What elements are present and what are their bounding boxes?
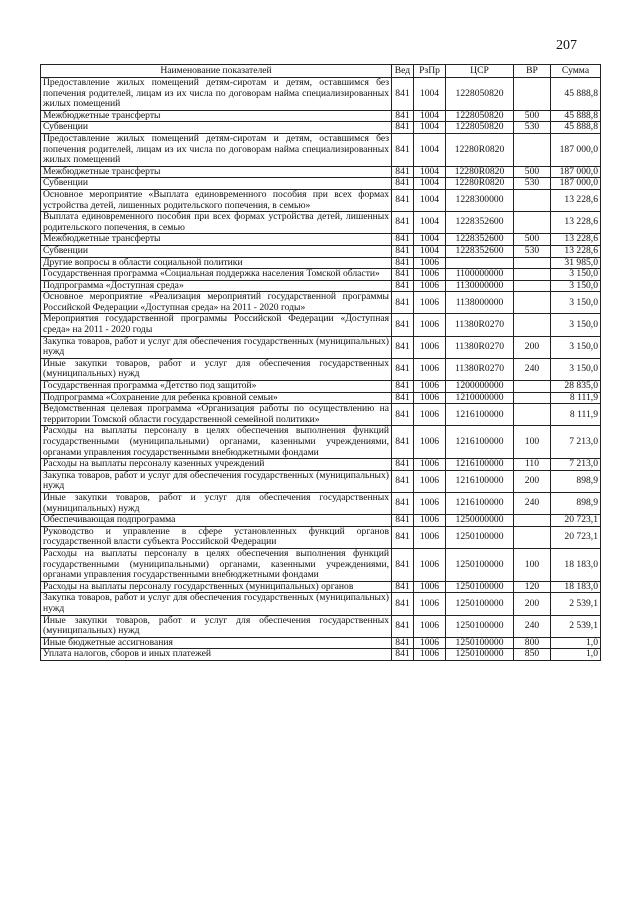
cell-rzpr: 1004	[414, 122, 446, 134]
cell-ved: 841	[392, 515, 414, 527]
cell-sum: 3 150,0	[551, 269, 601, 281]
cell-ved: 841	[392, 381, 414, 393]
header-ved: Вед	[392, 65, 414, 78]
cell-csr: 1228050820	[446, 110, 514, 122]
table-row	[41, 178, 601, 190]
cell-csr: 1210000000	[446, 392, 514, 404]
cell-rzpr: 1006	[414, 292, 446, 314]
cell-csr: 1250100000	[446, 637, 514, 649]
cell-rzpr: 1004	[414, 110, 446, 122]
cell-sum: 28 835,0	[551, 381, 601, 393]
cell-ved: 841	[392, 358, 414, 380]
table-row	[41, 515, 601, 527]
cell-sum: 898,9	[551, 492, 601, 514]
cell-vr: 240	[514, 492, 551, 514]
cell-vr	[514, 392, 551, 404]
cell-rzpr: 1006	[414, 637, 446, 649]
cell-rzpr: 1006	[414, 358, 446, 380]
cell-ved: 841	[392, 492, 414, 514]
table-row	[41, 189, 601, 211]
cell-ved: 841	[392, 336, 414, 358]
cell-sum: 45 888,8	[551, 122, 601, 134]
cell-name: Подпрограмма «Доступная среда»	[41, 280, 392, 292]
cell-name: Расходы на выплаты персоналу в целях обеспечения выполнения функций государственными (муниципальными) органами, казенными учреждениями, органами управления государственными внебюджетными фондами	[41, 426, 392, 459]
budget-table	[40, 64, 601, 661]
table-row	[41, 581, 601, 593]
cell-rzpr: 1006	[414, 426, 446, 459]
cell-vr: 530	[514, 178, 551, 190]
cell-csr: 1250100000	[446, 526, 514, 548]
table-row	[41, 212, 601, 234]
cell-csr: 1200000000	[446, 381, 514, 393]
header-rzpr: РзПр	[414, 65, 446, 78]
cell-ved: 841	[392, 245, 414, 257]
cell-csr: 1250100000	[446, 548, 514, 581]
cell-rzpr: 1004	[414, 133, 446, 166]
cell-sum: 2 539,1	[551, 615, 601, 637]
table-row	[41, 459, 601, 471]
cell-ved: 841	[392, 581, 414, 593]
cell-name: Ведомственная целевая программа «Организация работы по осуществлению на территории Томской области государственной семейной политики»	[41, 404, 392, 426]
cell-csr: 1100000000	[446, 269, 514, 281]
table-row	[41, 269, 601, 281]
cell-name: Предоставление жилых помещений детям-сиротам и детям, оставшимся без попечения родителей, лицам из их числа по договорам найма специализированных жилых помещений	[41, 78, 392, 111]
cell-sum: 1,0	[551, 637, 601, 649]
cell-vr: 530	[514, 245, 551, 257]
cell-sum: 187 000,0	[551, 166, 601, 178]
cell-vr: 120	[514, 581, 551, 593]
header-csr: ЦСР	[446, 65, 514, 78]
cell-rzpr: 1006	[414, 593, 446, 615]
cell-name: Расходы на выплаты персоналу в целях обеспечения выполнения функций государственными (муниципальными) органами, казенными учреждениями, органами управления государственными внебюджетными фондами	[41, 548, 392, 581]
cell-vr: 850	[514, 649, 551, 661]
cell-name: Субвенции	[41, 245, 392, 257]
cell-name: Подпрограмма «Сохранение для ребенка кровной семьи»	[41, 392, 392, 404]
table-row	[41, 392, 601, 404]
cell-ved: 841	[392, 314, 414, 336]
cell-name: Субвенции	[41, 178, 392, 190]
cell-sum: 20 723,1	[551, 515, 601, 527]
cell-ved: 841	[392, 166, 414, 178]
cell-csr: 1250100000	[446, 615, 514, 637]
cell-vr	[514, 78, 551, 111]
cell-rzpr: 1006	[414, 269, 446, 281]
cell-name: Другие вопросы в области социальной политики	[41, 257, 392, 269]
cell-sum: 13 228,6	[551, 212, 601, 234]
cell-rzpr: 1004	[414, 234, 446, 246]
cell-ved: 841	[392, 189, 414, 211]
cell-sum: 8 111,9	[551, 392, 601, 404]
cell-name: Иные закупки товаров, работ и услуг для обеспечения государственных (муниципальных) нужд	[41, 358, 392, 380]
cell-ved: 841	[392, 178, 414, 190]
cell-vr: 200	[514, 470, 551, 492]
cell-ved: 841	[392, 593, 414, 615]
cell-sum: 20 723,1	[551, 526, 601, 548]
cell-vr: 500	[514, 234, 551, 246]
cell-rzpr: 1006	[414, 392, 446, 404]
table-row	[41, 133, 601, 166]
cell-vr	[514, 314, 551, 336]
cell-name: Межбюджетные трансферты	[41, 110, 392, 122]
cell-name: Субвенции	[41, 122, 392, 134]
cell-vr	[514, 404, 551, 426]
cell-ved: 841	[392, 212, 414, 234]
cell-vr: 800	[514, 637, 551, 649]
cell-sum: 3 150,0	[551, 314, 601, 336]
cell-sum: 7 213,0	[551, 459, 601, 471]
cell-ved: 841	[392, 257, 414, 269]
cell-vr	[514, 515, 551, 527]
table-row	[41, 649, 601, 661]
cell-ved: 841	[392, 122, 414, 134]
cell-vr	[514, 280, 551, 292]
table-row	[41, 292, 601, 314]
cell-vr	[514, 257, 551, 269]
cell-vr	[514, 292, 551, 314]
cell-csr: 1228352600	[446, 212, 514, 234]
cell-csr: 1250100000	[446, 593, 514, 615]
table-row	[41, 548, 601, 581]
cell-sum: 7 213,0	[551, 426, 601, 459]
table-row	[41, 615, 601, 637]
cell-rzpr: 1006	[414, 381, 446, 393]
cell-name: Закупка товаров, работ и услуг для обеспечения государственных (муниципальных) нужд	[41, 470, 392, 492]
cell-csr: 12280R0820	[446, 166, 514, 178]
table-row	[41, 593, 601, 615]
cell-sum: 18 183,0	[551, 548, 601, 581]
cell-vr: 240	[514, 358, 551, 380]
table-row	[41, 358, 601, 380]
cell-name: Расходы на выплаты персоналу государственных (муниципальных) органов	[41, 581, 392, 593]
cell-name: Предоставление жилых помещений детям-сиротам и детям, оставшимся без попечения родителей, лицам из их числа по договорам найма специализированных жилых помещений	[41, 133, 392, 166]
cell-name: Иные закупки товаров, работ и услуг для обеспечения государственных (муниципальных) нужд	[41, 615, 392, 637]
cell-name: Межбюджетные трансферты	[41, 234, 392, 246]
table-header-row	[41, 65, 601, 78]
header-sum: Сумма	[551, 65, 601, 78]
cell-rzpr: 1006	[414, 404, 446, 426]
cell-sum: 45 888,8	[551, 78, 601, 111]
cell-rzpr: 1006	[414, 314, 446, 336]
cell-csr: 1228352600	[446, 245, 514, 257]
cell-csr: 12280R0820	[446, 178, 514, 190]
cell-sum: 13 228,6	[551, 234, 601, 246]
cell-sum: 898,9	[551, 470, 601, 492]
cell-ved: 841	[392, 78, 414, 111]
cell-name: Государственная программа «Детство под защитой»	[41, 381, 392, 393]
cell-rzpr: 1006	[414, 470, 446, 492]
table-row	[41, 381, 601, 393]
cell-rzpr: 1004	[414, 189, 446, 211]
cell-csr: 1216100000	[446, 404, 514, 426]
cell-csr: 1250000000	[446, 515, 514, 527]
cell-vr	[514, 526, 551, 548]
cell-csr: 1216100000	[446, 492, 514, 514]
cell-rzpr: 1004	[414, 166, 446, 178]
cell-csr: 11380R0270	[446, 358, 514, 380]
cell-sum: 3 150,0	[551, 292, 601, 314]
cell-ved: 841	[392, 470, 414, 492]
table-row	[41, 110, 601, 122]
table-row	[41, 166, 601, 178]
cell-csr: 1250100000	[446, 649, 514, 661]
table-row	[41, 404, 601, 426]
cell-rzpr: 1004	[414, 212, 446, 234]
cell-rzpr: 1006	[414, 649, 446, 661]
cell-ved: 841	[392, 234, 414, 246]
cell-rzpr: 1004	[414, 245, 446, 257]
cell-rzpr: 1006	[414, 280, 446, 292]
cell-vr: 200	[514, 593, 551, 615]
cell-ved: 841	[392, 110, 414, 122]
cell-csr	[446, 257, 514, 269]
cell-name: Обеспечивающая подпрограмма	[41, 515, 392, 527]
table-row	[41, 314, 601, 336]
cell-vr: 500	[514, 110, 551, 122]
cell-sum: 1,0	[551, 649, 601, 661]
cell-vr	[514, 269, 551, 281]
cell-sum: 187 000,0	[551, 133, 601, 166]
table-row	[41, 336, 601, 358]
cell-csr: 1216100000	[446, 470, 514, 492]
cell-rzpr: 1004	[414, 178, 446, 190]
cell-rzpr: 1006	[414, 581, 446, 593]
cell-ved: 841	[392, 649, 414, 661]
page-number: 207	[556, 38, 577, 53]
cell-csr: 1250100000	[446, 581, 514, 593]
cell-ved: 841	[392, 637, 414, 649]
cell-csr: 1216100000	[446, 459, 514, 471]
cell-vr: 110	[514, 459, 551, 471]
cell-name: Уплата налогов, сборов и иных платежей	[41, 649, 392, 661]
cell-vr: 240	[514, 615, 551, 637]
cell-rzpr: 1006	[414, 615, 446, 637]
cell-rzpr: 1004	[414, 78, 446, 111]
cell-rzpr: 1006	[414, 526, 446, 548]
table-row	[41, 526, 601, 548]
cell-vr: 530	[514, 122, 551, 134]
cell-ved: 841	[392, 548, 414, 581]
cell-ved: 841	[392, 133, 414, 166]
cell-vr	[514, 381, 551, 393]
cell-sum: 3 150,0	[551, 358, 601, 380]
cell-name: Межбюджетные трансферты	[41, 166, 392, 178]
table-row	[41, 280, 601, 292]
cell-rzpr: 1006	[414, 336, 446, 358]
table-row	[41, 637, 601, 649]
table-row	[41, 492, 601, 514]
cell-vr: 500	[514, 166, 551, 178]
cell-ved: 841	[392, 392, 414, 404]
cell-vr	[514, 133, 551, 166]
table-row	[41, 426, 601, 459]
cell-name: Расходы на выплаты персоналу казенных учреждений	[41, 459, 392, 471]
cell-vr	[514, 212, 551, 234]
cell-ved: 841	[392, 615, 414, 637]
cell-name: Иные закупки товаров, работ и услуг для обеспечения государственных (муниципальных) нужд	[41, 492, 392, 514]
table-row	[41, 245, 601, 257]
cell-sum: 3 150,0	[551, 336, 601, 358]
cell-sum: 13 228,6	[551, 245, 601, 257]
cell-name: Иные бюджетные ассигнования	[41, 637, 392, 649]
cell-csr: 1130000000	[446, 280, 514, 292]
cell-sum: 18 183,0	[551, 581, 601, 593]
cell-ved: 841	[392, 292, 414, 314]
cell-rzpr: 1006	[414, 548, 446, 581]
cell-rzpr: 1006	[414, 515, 446, 527]
cell-name: Основное мероприятие «Выплата единовременного пособия при всех формах устройства детей, лишенных родительского попечения, в семью»	[41, 189, 392, 211]
cell-ved: 841	[392, 426, 414, 459]
cell-csr: 1216100000	[446, 426, 514, 459]
cell-sum: 2 539,1	[551, 593, 601, 615]
cell-rzpr: 1006	[414, 492, 446, 514]
table-row	[41, 257, 601, 269]
cell-name: Мероприятия государственной программы Российской Федерации «Доступная среда» на 2011 - 2020 годы	[41, 314, 392, 336]
cell-ved: 841	[392, 459, 414, 471]
cell-csr: 1228300000	[446, 189, 514, 211]
cell-name: Основное мероприятие «Реализация мероприятий государственной программы Российской Федерации «Доступная среда» на 2011 - 2020 годы»	[41, 292, 392, 314]
cell-csr: 11380R0270	[446, 314, 514, 336]
cell-sum: 45 888,8	[551, 110, 601, 122]
cell-ved: 841	[392, 404, 414, 426]
cell-vr: 200	[514, 336, 551, 358]
header-name: Наименование показателей	[41, 65, 392, 78]
table-row	[41, 470, 601, 492]
cell-csr: 1228050820	[446, 78, 514, 111]
cell-name: Выплата единовременного пособия при всех формах устройства детей, лишенных родительского попечения, в семью	[41, 212, 392, 234]
cell-csr: 11380R0270	[446, 336, 514, 358]
table-row	[41, 122, 601, 134]
cell-ved: 841	[392, 269, 414, 281]
table-row	[41, 234, 601, 246]
cell-sum: 8 111,9	[551, 404, 601, 426]
table-row	[41, 78, 601, 111]
cell-vr	[514, 189, 551, 211]
cell-name: Руководство и управление в сфере установленных функций органов государственной власти субъекта Российской Федерации	[41, 526, 392, 548]
cell-vr: 100	[514, 548, 551, 581]
cell-name: Закупка товаров, работ и услуг для обеспечения государственных (муниципальных) нужд	[41, 593, 392, 615]
cell-ved: 841	[392, 280, 414, 292]
cell-csr: 1228352600	[446, 234, 514, 246]
cell-name: Закупка товаров, работ и услуг для обеспечения государственных (муниципальных) нужд	[41, 336, 392, 358]
cell-sum: 3 150,0	[551, 280, 601, 292]
cell-rzpr: 1006	[414, 459, 446, 471]
cell-sum: 187 000,0	[551, 178, 601, 190]
cell-rzpr: 1006	[414, 257, 446, 269]
cell-csr: 1138000000	[446, 292, 514, 314]
cell-ved: 841	[392, 526, 414, 548]
cell-csr: 1228050820	[446, 122, 514, 134]
cell-sum: 31 985,0	[551, 257, 601, 269]
cell-csr: 12280R0820	[446, 133, 514, 166]
cell-name: Государственная программа «Социальная поддержка населения Томской области»	[41, 269, 392, 281]
header-vr: ВР	[514, 65, 551, 78]
cell-vr: 100	[514, 426, 551, 459]
cell-sum: 13 228,6	[551, 189, 601, 211]
